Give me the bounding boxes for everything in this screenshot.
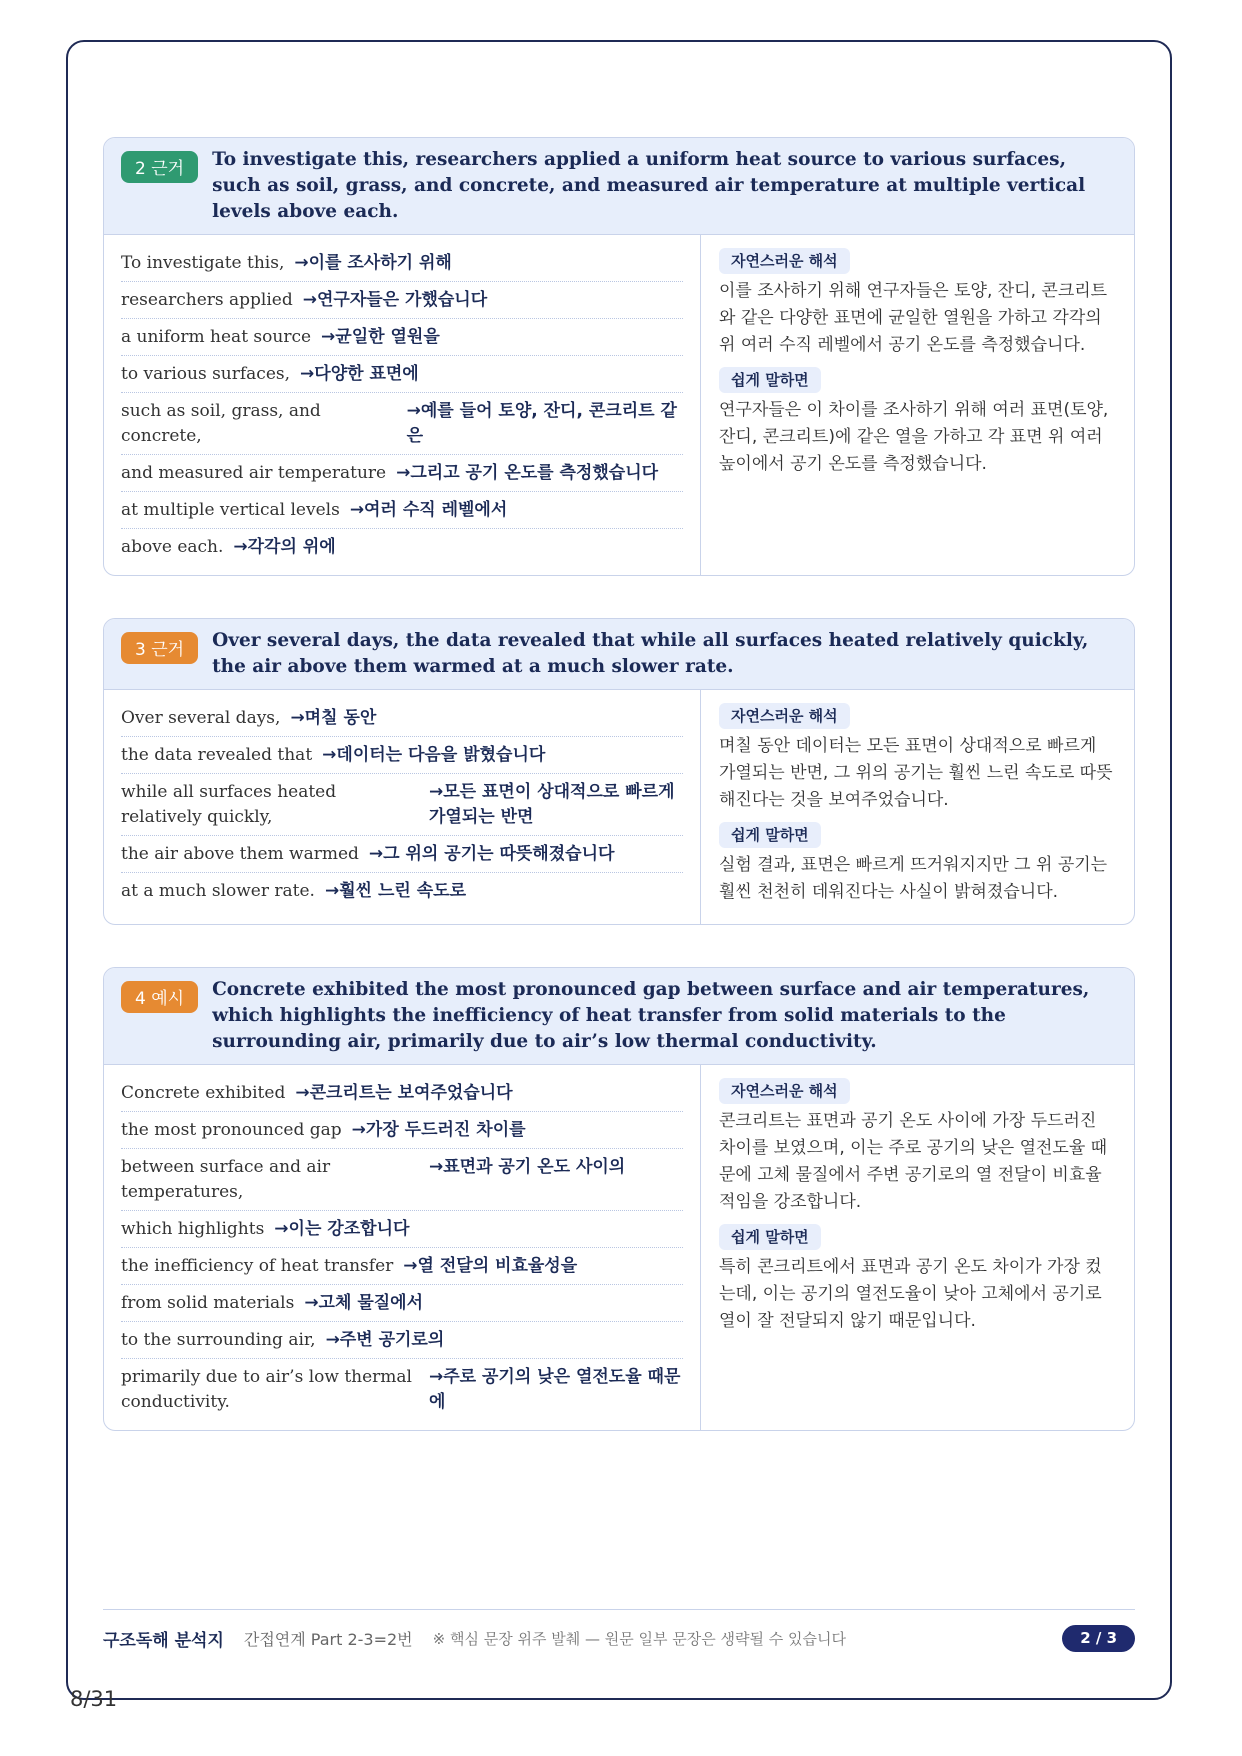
chunk-korean: →주변 공기로의 bbox=[325, 1330, 445, 1350]
chunk-english: primarily due to air’s low thermal conductivity. bbox=[121, 1367, 412, 1412]
analysis-blocks bbox=[103, 137, 1135, 1473]
chunk-english: above each. bbox=[121, 537, 224, 557]
chunk-korean: →훨씬 느린 속도로 bbox=[324, 881, 466, 901]
chunk-row bbox=[121, 700, 683, 737]
page-number: 8/31 bbox=[70, 1687, 118, 1711]
block-header bbox=[104, 968, 1134, 1065]
chunk-english: at a much slower rate. bbox=[121, 881, 315, 901]
chunk-row bbox=[121, 737, 683, 774]
chunk-english: to the surrounding air, bbox=[121, 1330, 316, 1350]
chunk-row bbox=[121, 1112, 683, 1149]
chunk-korean: →여러 수직 레벨에서 bbox=[349, 500, 508, 520]
chunk-english: between surface and air temperatures, bbox=[121, 1157, 331, 1202]
chunk-english: from solid materials bbox=[121, 1293, 295, 1313]
simple-text: 실험 결과, 표면은 빠르게 뜨거워지지만 그 위 공기는 훨씬 천천히 데워진다는 사실이 밝혀졌습니다. bbox=[719, 855, 1108, 902]
block-body bbox=[104, 690, 1134, 924]
chunk-row bbox=[121, 1149, 683, 1211]
chunk-english: to various surfaces, bbox=[121, 364, 291, 384]
chunk-list bbox=[104, 235, 701, 575]
chunk-row bbox=[121, 774, 683, 836]
natural-label: 자연스러운 해석 bbox=[719, 1078, 850, 1104]
chunk-korean: →다양한 표면에 bbox=[300, 364, 419, 384]
chunk-korean: →그 위의 공기는 따뜻해졌습니다 bbox=[368, 844, 615, 864]
chunk-list bbox=[104, 1065, 701, 1430]
chunk-row bbox=[121, 1248, 683, 1285]
block-badge: 2 근거 bbox=[121, 151, 198, 183]
block-sentence: Over several days, the data revealed that while all surfaces heated relatively quickly, the air above them warmed at a much slower rate. bbox=[212, 630, 1089, 677]
simple-text: 연구자들은 이 차이를 조사하기 위해 여러 표면(토양, 잔디, 콘크리트)에 같은 열을 가하고 각 표면 위 여러 높이에서 공기 온도를 측정했습니다. bbox=[719, 400, 1109, 474]
chunk-korean: →이를 조사하기 위해 bbox=[294, 253, 452, 273]
simple-label: 쉽게 말하면 bbox=[719, 1224, 821, 1250]
chunk-row bbox=[121, 393, 683, 455]
chunk-english: a uniform heat source bbox=[121, 327, 312, 347]
chunk-row bbox=[121, 455, 683, 492]
chunk-row bbox=[121, 1211, 683, 1248]
chunk-korean: →고체 물질에서 bbox=[304, 1293, 424, 1313]
chunk-korean: →주로 공기의 낮은 열전도율 때문에 bbox=[429, 1367, 681, 1412]
block-sentence: To investigate this, researchers applied a uniform heat source to various surfaces, such as soil, grass, and concrete, and measured air temperature at multiple vertical levels above each. bbox=[212, 149, 1086, 222]
chunk-english: Concrete exhibited bbox=[121, 1083, 286, 1103]
footer bbox=[103, 1609, 1135, 1652]
interpretation-panel bbox=[701, 235, 1134, 575]
analysis-block bbox=[103, 137, 1135, 576]
chunk-english: which highlights bbox=[121, 1219, 265, 1239]
chunk-english: the inefficiency of heat transfer bbox=[121, 1256, 394, 1276]
interpretation-panel bbox=[701, 690, 1134, 924]
chunk-list bbox=[104, 690, 701, 924]
chunk-korean: →콘크리트는 보여주었습니다 bbox=[295, 1083, 513, 1103]
chunk-english: researchers applied bbox=[121, 290, 293, 310]
block-body bbox=[104, 1065, 1134, 1430]
chunk-korean: →그리고 공기 온도를 측정했습니다 bbox=[396, 463, 659, 483]
chunk-korean: →표면과 공기 온도 사이의 bbox=[429, 1157, 626, 1177]
footer-part: 간접연계 Part 2-3=2번 bbox=[243, 1630, 413, 1649]
footer-title: 구조독해 분석지 bbox=[103, 1631, 224, 1651]
simple-label: 쉽게 말하면 bbox=[719, 367, 821, 393]
block-badge: 3 근거 bbox=[121, 632, 198, 664]
chunk-english: the air above them warmed bbox=[121, 844, 359, 864]
chunk-row bbox=[121, 245, 683, 282]
chunk-korean: →가장 두드러진 차이를 bbox=[351, 1120, 526, 1140]
block-body bbox=[104, 235, 1134, 575]
natural-text: 이를 조사하기 위해 연구자들은 토양, 잔디, 콘크리트와 같은 다양한 표면에 균일한 열원을 가하고 각각의 위 여러 수직 레벨에서 공기 온도를 측정했습니다. bbox=[719, 281, 1108, 355]
chunk-row bbox=[121, 836, 683, 873]
chunk-korean: →연구자들은 가했습니다 bbox=[302, 290, 488, 310]
chunk-korean: →예를 들어 토양, 잔디, 콘크리트 같은 bbox=[406, 401, 677, 446]
chunk-korean: →균일한 열원을 bbox=[321, 327, 440, 347]
chunk-row bbox=[121, 282, 683, 319]
chunk-row bbox=[121, 1075, 683, 1112]
chunk-english: Over several days, bbox=[121, 708, 281, 728]
chunk-english: the most pronounced gap bbox=[121, 1120, 342, 1140]
chunk-english: and measured air temperature bbox=[121, 463, 387, 483]
natural-label: 자연스러운 해석 bbox=[719, 703, 850, 729]
chunk-row bbox=[121, 1359, 683, 1420]
chunk-row bbox=[121, 1322, 683, 1359]
natural-label: 자연스러운 해석 bbox=[719, 248, 850, 274]
simple-text: 특히 콘크리트에서 표면과 공기 온도 차이가 가장 컸는데, 이는 공기의 열전도율이 낮아 고체에서 공기로 열이 잘 전달되지 않기 때문입니다. bbox=[719, 1257, 1102, 1331]
chunk-english: such as soil, grass, and concrete, bbox=[121, 401, 321, 446]
chunk-row bbox=[121, 873, 683, 909]
chunk-english: at multiple vertical levels bbox=[121, 500, 340, 520]
chunk-english: while all surfaces heated relatively quickly, bbox=[121, 782, 337, 827]
footer-note: ※ 핵심 문장 위주 발췌 — 원문 일부 문장은 생략될 수 있습니다 bbox=[432, 1630, 846, 1648]
chunk-korean: →각각의 위에 bbox=[233, 537, 336, 557]
chunk-korean: →이는 강조합니다 bbox=[274, 1219, 410, 1239]
chunk-row bbox=[121, 492, 683, 529]
chunk-korean: →데이터는 다음을 밝혔습니다 bbox=[322, 745, 546, 765]
analysis-block bbox=[103, 967, 1135, 1431]
block-header bbox=[104, 619, 1134, 690]
analysis-block bbox=[103, 618, 1135, 925]
natural-text: 콘크리트는 표면과 공기 온도 사이에 가장 두드러진 차이를 보였으며, 이는 주로 공기의 낮은 열전도율 때문에 고체 물질에서 주변 공기로의 열 전달이 비효율적임을 강조합니다. bbox=[719, 1111, 1108, 1212]
block-badge: 4 예시 bbox=[121, 981, 198, 1013]
chunk-english: the data revealed that bbox=[121, 745, 313, 765]
chunk-row bbox=[121, 529, 683, 565]
chunk-english: To investigate this, bbox=[121, 253, 285, 273]
block-sentence: Concrete exhibited the most pronounced gap between surface and air temperatures, which highlights the inefficiency of heat transfer from solid materials to the surrounding air, primarily due to air’s low thermal conductivity. bbox=[212, 979, 1090, 1052]
chunk-row bbox=[121, 1285, 683, 1322]
footer-page-badge: 2 / 3 bbox=[1062, 1625, 1135, 1652]
chunk-korean: →모든 표면이 상대적으로 빠르게 가열되는 반면 bbox=[429, 782, 675, 827]
block-header bbox=[104, 138, 1134, 235]
natural-text: 며칠 동안 데이터는 모든 표면이 상대적으로 빠르게 가열되는 반면, 그 위의 공기는 훨씬 느린 속도로 따뜻해진다는 것을 보여주었습니다. bbox=[719, 736, 1113, 810]
chunk-row bbox=[121, 356, 683, 393]
chunk-row bbox=[121, 319, 683, 356]
chunk-korean: →열 전달의 비효율성을 bbox=[403, 1256, 578, 1276]
simple-label: 쉽게 말하면 bbox=[719, 822, 821, 848]
chunk-korean: →며칠 동안 bbox=[290, 708, 377, 728]
interpretation-panel bbox=[701, 1065, 1134, 1430]
